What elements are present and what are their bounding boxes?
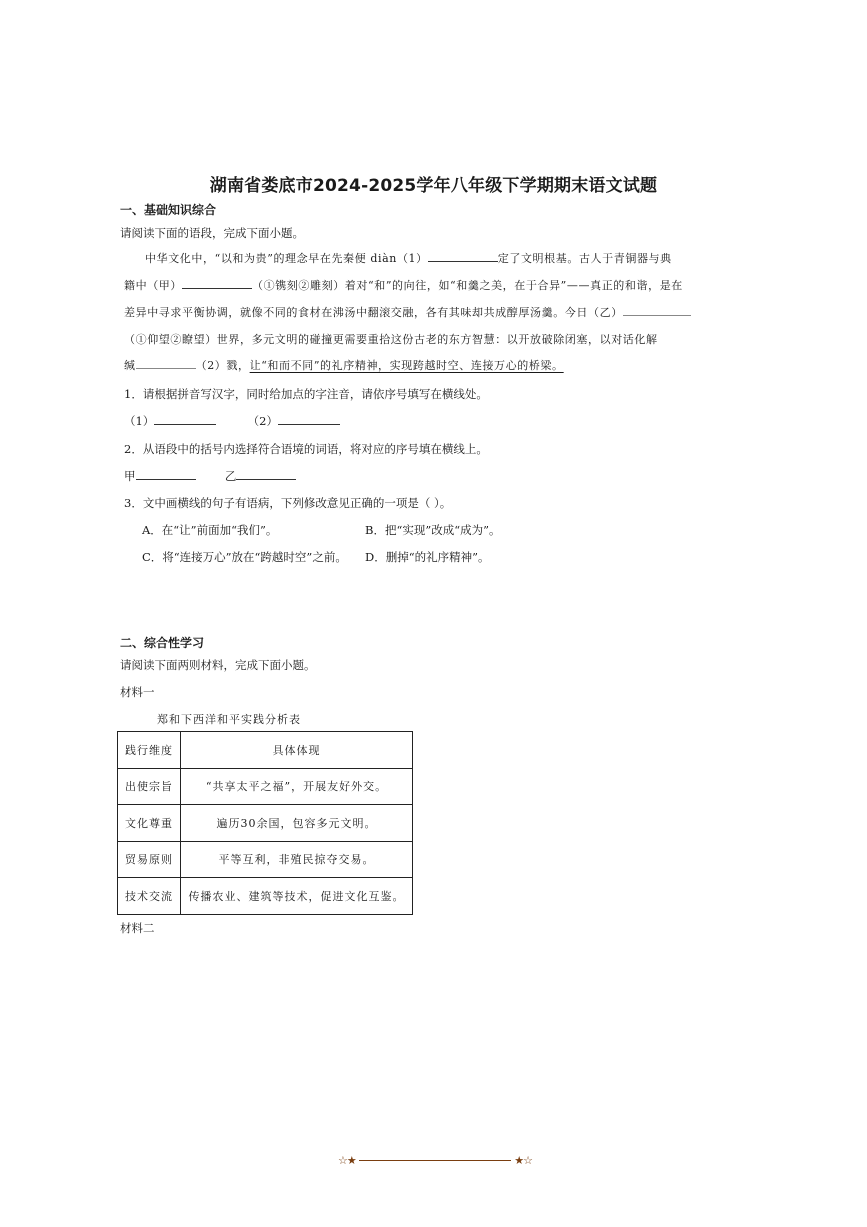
material1-label: 材料一	[120, 685, 155, 699]
table-row	[118, 768, 413, 805]
passage-line-4: （①仰望②瞭望）世界，多元文明的碰撞更需要重拾这份古老的东方智慧：以开放破除闭塞，以对话化解	[124, 333, 658, 346]
footer-divider	[359, 1160, 512, 1161]
passage-line-1: 中华文化中，“以和为贵”的理念早在先秦便 diàn（1） 定了文明根基。古人于青铜器与典	[145, 252, 672, 265]
answer-1-2[interactable]	[278, 414, 340, 425]
section1-instruction: 请阅读下面的语段，完成下面小题。	[120, 226, 304, 240]
option-c[interactable]: C．将“连接万心”放在“跨越时空”之前。	[142, 550, 347, 564]
passage-line-5: 缄 （2）戮，让“和而不同”的礼序精神，实现跨越时空、连接万心的桥梁。	[124, 359, 564, 372]
star-icon: ★☆	[514, 1153, 532, 1167]
passage-line-3: 差异中寻求平衡协调，就像不同的食材在沸汤中翻滚交融，各有其味却共成醇厚汤羹。今日（乙）	[124, 304, 688, 320]
question-1: 1．请根据拼音写汉字，同时给加点的字注音，请依序号填写在横线处。	[124, 387, 488, 401]
answer-1-1[interactable]	[154, 414, 216, 425]
blank-2[interactable]	[136, 358, 196, 369]
section2-instruction: 请阅读下面两则材料，完成下面小题。	[120, 658, 316, 672]
table-cell: 技术交流	[118, 878, 181, 915]
blank-yi[interactable]	[623, 305, 691, 316]
table-cell: 传播农业、建筑等技术，促进文化互鉴。	[181, 878, 413, 915]
question-3: 3．文中画横线的句子有语病，下列修改意见正确的一项是（ ）。	[124, 496, 452, 510]
question-1-answers: （1） （2）	[124, 413, 340, 429]
option-d[interactable]: D．删掉“的礼序精神”。	[365, 550, 490, 564]
footer-ornament	[338, 1152, 532, 1168]
option-b[interactable]: B．把“实现”改成“成为”。	[365, 523, 501, 537]
table-cell: 遍历30余国，包容多元文明。	[181, 805, 413, 842]
answer-yi[interactable]	[236, 469, 296, 480]
table-cell: 文化尊重	[118, 805, 181, 842]
table-header-row	[118, 732, 413, 769]
material2-label: 材料二	[120, 921, 155, 935]
table-header-cell: 具体体现	[181, 732, 413, 769]
exam-title: 湖南省娄底市2024-2025学年八年级下学期期末语文试题	[209, 176, 658, 196]
star-icon: ☆★	[338, 1153, 356, 1167]
question-2: 2．从语段中的括号内选择符合语境的词语，将对应的序号填在横线上。	[124, 442, 488, 456]
table-cell: 出使宗旨	[118, 768, 181, 805]
table-cell: “共享太平之福”，开展友好外交。	[181, 768, 413, 805]
table-row	[118, 841, 413, 878]
table-cell: 平等互利，非殖民掠夺交易。	[181, 841, 413, 878]
section1-heading: 一、基础知识综合	[120, 203, 217, 217]
question-2-answers: 甲 乙	[124, 468, 296, 484]
underlined-sentence: 让“和而不同”的礼序精神，实现跨越时空、连接万心的桥梁。	[249, 359, 564, 372]
answer-jia[interactable]	[136, 469, 196, 480]
table-row	[118, 805, 413, 842]
table-header-cell: 践行维度	[118, 732, 181, 769]
section2-heading: 二、综合性学习	[120, 636, 205, 650]
table-row	[118, 878, 413, 915]
passage-line-2: 籍中（甲） （①镌刻②雕刻）着对“和”的向往，如“和羹之美，在于合异”——真正的和谐，是在	[124, 279, 683, 292]
blank-1[interactable]	[428, 251, 498, 262]
blank-jia[interactable]	[182, 278, 252, 289]
analysis-table	[117, 731, 413, 915]
option-a[interactable]: A．在“让”前面加“我们”。	[142, 523, 278, 537]
table-cell: 贸易原则	[118, 841, 181, 878]
table-caption: 郑和下西洋和平实践分析表	[157, 713, 301, 726]
